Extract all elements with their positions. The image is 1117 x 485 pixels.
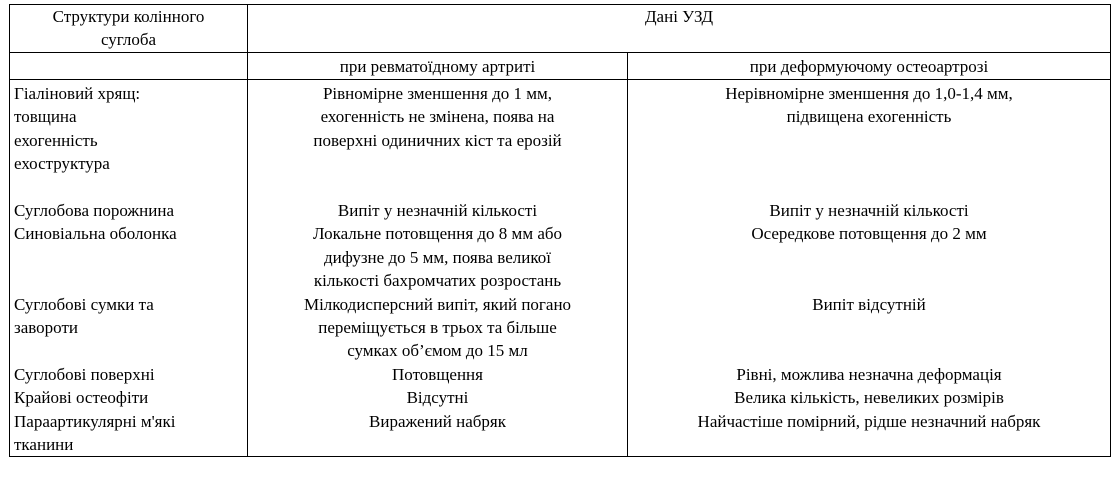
ra-line: переміщується в трьох та більше	[318, 318, 557, 338]
header-row	[10, 5, 1111, 53]
structure-line	[14, 176, 243, 199]
ra-line: ехогенність не змінена, поява на	[320, 107, 555, 127]
structure-line: завороти	[14, 318, 78, 338]
structure-line: Синовіальна оболонка	[14, 224, 177, 244]
structure-line	[14, 246, 243, 269]
doa-line	[632, 269, 1106, 292]
ra-line	[252, 152, 623, 175]
structure-line: Крайові остеофіти	[14, 388, 149, 408]
structure-line: тканини	[14, 435, 74, 455]
doa-line: Рівні, можлива незначна деформація	[736, 364, 1002, 384]
ra-line: Виражений набряк	[369, 411, 506, 431]
body-doa-cell	[628, 80, 1111, 457]
document-page	[9, 4, 1111, 457]
subheader-doa-cell	[628, 53, 1111, 80]
subheader-doa-label: при деформуючому остеоартрозі	[749, 57, 989, 76]
doa-line: Найчастіше помірний, рідше незначний набряк	[697, 411, 1041, 431]
body-structures-cell	[10, 80, 248, 457]
subheader-empty-cell	[10, 53, 248, 80]
doa-line: Випіт відсутній	[812, 294, 926, 314]
structure-line: ехогенність	[14, 130, 98, 150]
doa-line	[632, 316, 1106, 339]
header-structures-cell	[10, 5, 248, 53]
ra-line: Мілкодисперсний випіт, який погано	[303, 294, 572, 314]
ra-line	[252, 176, 623, 199]
structure-line: Суглобові сумки та	[14, 294, 154, 314]
ra-line: кількості бахромчатих розростань	[313, 271, 562, 291]
ra-line: дифузне до 5 мм, поява великої	[324, 247, 551, 267]
structure-line: Гіаліновий хрящ:	[14, 84, 141, 103]
structure-line: ехоструктура	[14, 154, 110, 174]
header-structures-line-2: суглоба	[100, 30, 157, 50]
doa-line	[632, 129, 1106, 152]
subheader-ra-label: при ревматоїдному артриті	[339, 57, 536, 76]
structure-line: товщина	[14, 107, 77, 127]
uzd-comparison-table	[9, 4, 1111, 457]
structure-line: Суглобові поверхні	[14, 364, 155, 384]
subheader-row	[10, 53, 1111, 80]
ra-line: Випіт у незначній кількості	[337, 201, 538, 220]
ra-line: Рівномірне зменшення до 1 мм,	[322, 84, 553, 103]
doa-line	[632, 246, 1106, 269]
structure-line: Суглобова порожнина	[14, 201, 175, 221]
ra-line: Потовщення	[392, 364, 483, 384]
subheader-ra-cell	[248, 53, 628, 80]
doa-line: підвищена ехогенність	[786, 107, 952, 127]
body-ra-cell	[248, 80, 628, 457]
doa-line	[632, 339, 1106, 362]
ra-line: поверхні одиничних кіст та ерозій	[313, 130, 562, 150]
doa-line	[632, 433, 1106, 456]
doa-line: Осередкове потовщення до 2 мм	[751, 224, 987, 244]
header-uzd-title: Дані УЗД	[644, 7, 714, 26]
ra-line: Відсутні	[406, 388, 469, 408]
header-uzd-cell	[248, 5, 1111, 53]
ra-line	[252, 433, 623, 456]
ra-line: Локальне потовщення до 8 мм або	[312, 224, 563, 244]
doa-line: Велика кількість, невеликих розмірів	[734, 388, 1004, 408]
structure-line: Параартикулярні м'які	[14, 411, 176, 431]
doa-line	[632, 152, 1106, 175]
doa-line: Випіт у незначній кількості	[769, 200, 969, 220]
structure-line	[14, 269, 243, 292]
ra-line: сумках об’ємом до 15 мл	[347, 341, 528, 361]
doa-line: Нерівномірне зменшення до 1,0-1,4 мм,	[725, 84, 1013, 103]
header-structures-line-1: Структури колінного	[52, 7, 205, 26]
doa-line	[632, 176, 1106, 199]
structure-line	[14, 339, 243, 362]
body-row	[10, 80, 1111, 457]
